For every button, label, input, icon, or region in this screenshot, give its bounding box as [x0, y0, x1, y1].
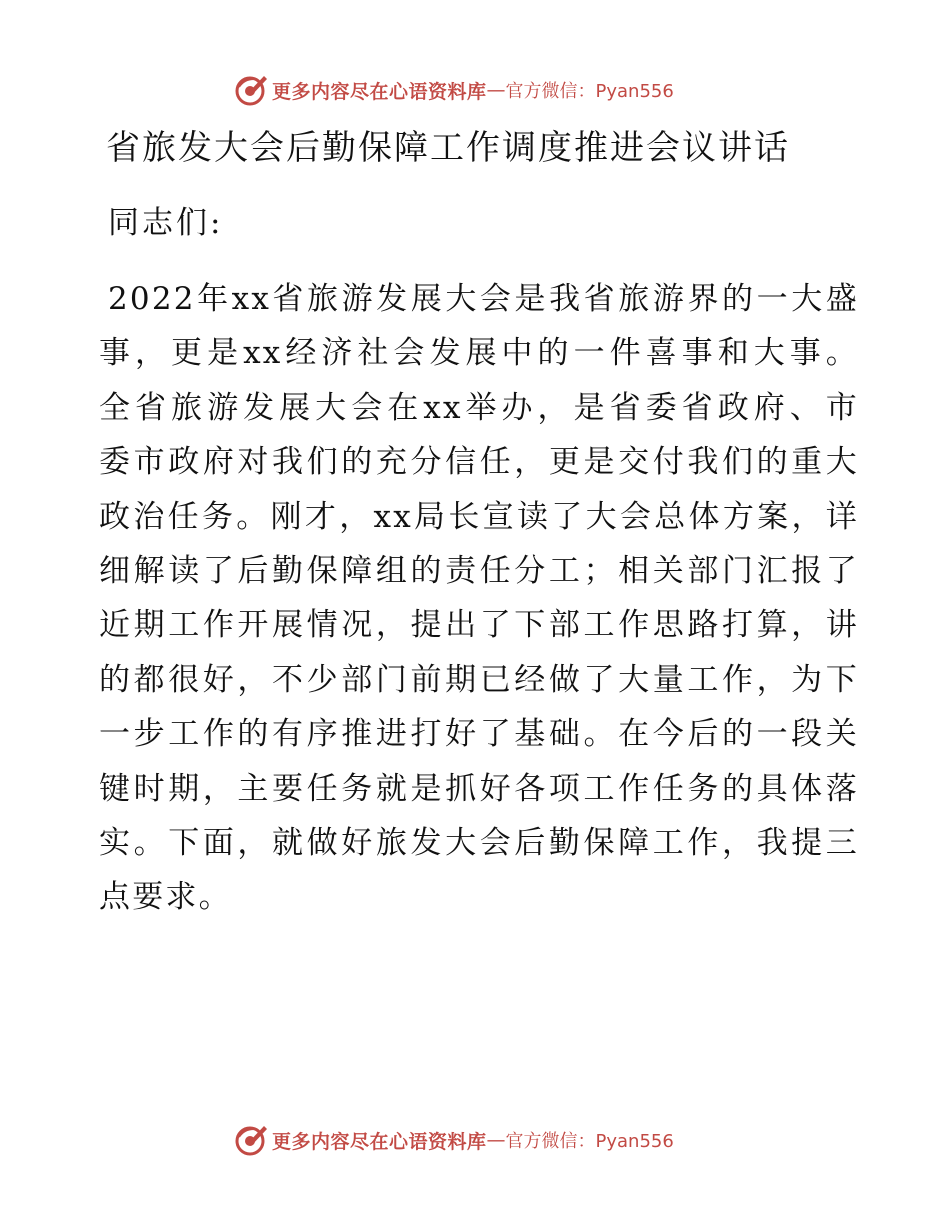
- paragraph-line: 细解读了后勤保障组的责任分工；相关部门汇报了: [99, 552, 859, 589]
- paragraph-line: 点要求。: [99, 879, 232, 916]
- salutation: 同志们:: [108, 205, 224, 241]
- document-title: 省旅发大会后勤保障工作调度推进会议讲话: [106, 128, 790, 168]
- watermark-brand: 更多内容尽在心语资料库: [272, 1130, 487, 1153]
- paragraph-line: 委市政府对我们的充分信任，更是交付我们的重大: [99, 444, 859, 481]
- pen-nib-circle-icon: [234, 73, 268, 107]
- watermark-separator: —: [486, 79, 506, 101]
- paragraph-line: 一步工作的有序推进打好了基础。在今后的一段关: [99, 716, 859, 753]
- paragraph-line: 的都很好，不少部门前期已经做了大量工作，为下: [99, 661, 859, 698]
- watermark-separator: —: [486, 1129, 506, 1151]
- watermark-brand: 更多内容尽在心语资料库: [272, 80, 487, 103]
- watermark-banner-bottom: [234, 1122, 674, 1158]
- paragraph-line: 实。下面，就做好旅发大会后勤保障工作，我提三: [99, 824, 859, 861]
- paragraph-line: 2022年xx省旅游发展大会是我省旅游界的一大盛: [108, 281, 859, 317]
- pen-nib-circle-icon: [234, 1123, 268, 1157]
- paragraph-line: 全省旅游发展大会在xx举办，是省委省政府、市: [99, 389, 859, 426]
- paragraph-line: 近期工作开展情况，提出了下部工作思路打算，讲: [99, 607, 859, 644]
- paragraph-line: 事，更是xx经济社会发展中的一件喜事和大事。: [99, 335, 859, 372]
- body-paragraph: [99, 272, 859, 925]
- paragraph-line: 键时期，主要任务就是抓好各项工作任务的具体落: [99, 770, 859, 807]
- paragraph-line: 政治任务。刚才，xx局长宣读了大会总体方案，详: [99, 498, 859, 535]
- watermark-contact: 官方微信：Pyan556: [505, 1131, 674, 1152]
- watermark-contact: 官方微信：Pyan556: [505, 81, 674, 102]
- watermark-banner-top: [234, 72, 674, 108]
